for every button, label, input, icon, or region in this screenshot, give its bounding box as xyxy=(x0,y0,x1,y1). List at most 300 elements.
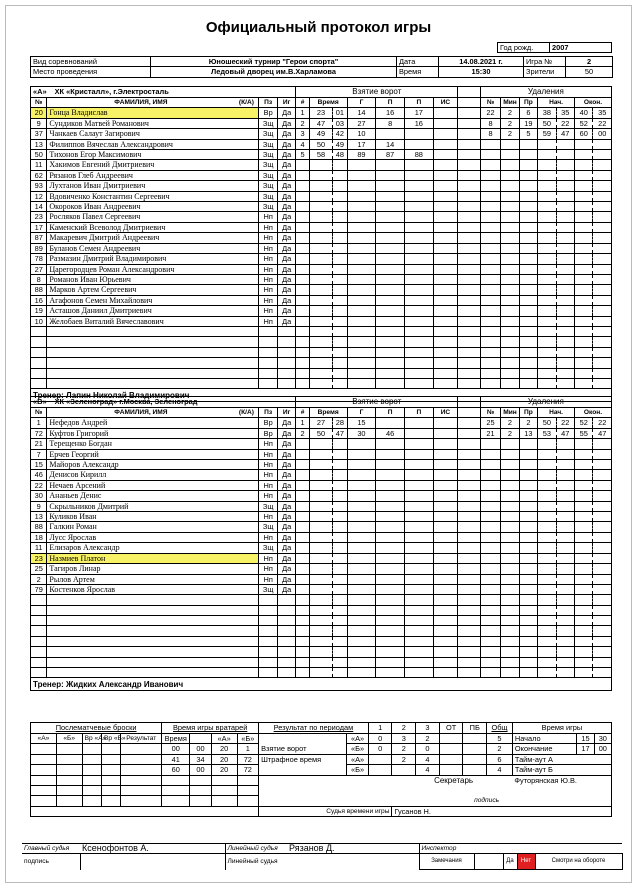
goal-cell xyxy=(347,501,376,511)
penalty-cell xyxy=(480,264,500,274)
date-label: Дата xyxy=(397,57,439,67)
goal-cell xyxy=(347,181,376,191)
goal-cell xyxy=(309,378,333,388)
goal-cell xyxy=(376,636,405,646)
gk-cell: 72 xyxy=(237,754,259,764)
player-number: 1 xyxy=(31,418,47,428)
player-played: Да xyxy=(277,418,295,428)
player-position: Зщ xyxy=(259,522,277,532)
penalty-cell: 47 xyxy=(556,428,574,438)
goal-cell xyxy=(376,553,405,563)
player-position: Нп xyxy=(259,274,277,284)
penalty-cell xyxy=(501,553,519,563)
player-played: Да xyxy=(277,460,295,470)
goal-cell xyxy=(333,543,347,553)
penalty-cell xyxy=(480,243,500,253)
goal-cell xyxy=(404,491,433,501)
pim-b-pb xyxy=(463,765,487,775)
player-number: 16 xyxy=(31,295,47,305)
so-cell xyxy=(101,765,120,775)
penalty-cell xyxy=(538,243,556,253)
spacer xyxy=(458,326,481,336)
goal-cell xyxy=(333,191,347,201)
player-name: Нефедов Андрей xyxy=(47,418,259,428)
penalty-cell: 13 xyxy=(519,428,537,438)
spacer xyxy=(458,337,481,347)
summary-table xyxy=(30,722,612,817)
goal-cell: 16 xyxy=(404,118,433,128)
player-played: Да xyxy=(277,306,295,316)
penalty-cell xyxy=(501,285,519,295)
penalty-cell xyxy=(501,543,519,553)
penalty-cell xyxy=(501,306,519,316)
goal-cell xyxy=(333,460,347,470)
penalty-cell xyxy=(575,337,593,347)
penalty-cell xyxy=(519,616,537,626)
goal-cell xyxy=(433,543,458,553)
player-row xyxy=(31,470,612,480)
penalty-cell: 2 xyxy=(501,418,519,428)
penalty-cell xyxy=(556,378,574,388)
goal-cell xyxy=(404,584,433,594)
player-name: Ананьев Денис xyxy=(47,491,259,501)
spacer xyxy=(458,170,481,180)
col-g: Г xyxy=(347,408,376,418)
goal-cell xyxy=(309,501,333,511)
spacer xyxy=(458,212,481,222)
goal-cell xyxy=(296,337,309,347)
penalty-cell xyxy=(480,233,500,243)
penalty-cell xyxy=(556,243,574,253)
goal-cell xyxy=(296,222,309,232)
goal-cell xyxy=(376,285,405,295)
goal-cell xyxy=(296,470,309,480)
goal-cell xyxy=(376,243,405,253)
penalty-cell: 59 xyxy=(538,129,556,139)
penalty-cell xyxy=(575,295,593,305)
spacer xyxy=(458,595,481,605)
goal-cell xyxy=(296,306,309,316)
main-ref-sign-label: подпись xyxy=(22,854,80,870)
player-played: Да xyxy=(277,522,295,532)
game-value: 2 xyxy=(566,57,613,67)
penalty-cell: 8 xyxy=(480,118,500,128)
empty-cell xyxy=(47,636,259,646)
penalty-cell xyxy=(538,647,556,657)
spacer xyxy=(458,470,481,480)
col-num: # xyxy=(296,408,309,418)
penalty-cell xyxy=(538,306,556,316)
goal-cell xyxy=(433,668,458,678)
goal-cell xyxy=(433,418,458,428)
penalty-cell xyxy=(501,222,519,232)
player-name: Асташов Даниил Дмитриевич xyxy=(47,306,259,316)
goal-cell xyxy=(376,616,405,626)
goal-cell xyxy=(376,532,405,542)
goal-cell xyxy=(296,368,309,378)
penalty-cell xyxy=(593,532,612,542)
goal-cell xyxy=(309,243,333,253)
penalty-cell: 40 xyxy=(575,108,593,118)
empty-cell xyxy=(47,368,259,378)
penalty-cell xyxy=(556,491,574,501)
goal-cell xyxy=(433,449,458,459)
secretary-sign-label: подпись xyxy=(474,796,500,804)
birth-year-table xyxy=(497,42,612,53)
gk-cell xyxy=(237,796,259,806)
penalty-cell xyxy=(480,337,500,347)
start-min: 30 xyxy=(594,734,611,744)
penalty-cell xyxy=(480,160,500,170)
col-pr: Пр xyxy=(519,98,537,108)
player-played: Да xyxy=(277,264,295,274)
penalty-cell xyxy=(538,470,556,480)
penalty-cell xyxy=(501,501,519,511)
goal-cell xyxy=(309,212,333,222)
pim-a-pb xyxy=(463,754,487,764)
player-row xyxy=(31,460,612,470)
goal-cell xyxy=(376,564,405,574)
blank-cell xyxy=(31,806,259,816)
date-value: 14.08.2021 г. xyxy=(439,57,524,67)
goal-cell xyxy=(309,191,333,201)
goal-cell xyxy=(309,480,333,490)
penalty-cell: 25 xyxy=(480,418,500,428)
goal-cell xyxy=(404,543,433,553)
goal-cell xyxy=(309,337,333,347)
player-played: Да xyxy=(277,139,295,149)
goal-cell xyxy=(309,564,333,574)
goals-a-p1: 0 xyxy=(368,734,392,744)
goal-cell xyxy=(309,605,333,615)
penalty-cell xyxy=(519,626,537,636)
goal-cell xyxy=(376,337,405,347)
player-position: Вр xyxy=(259,418,277,428)
col-ka: (К/А) xyxy=(234,408,259,418)
goal-cell: 8 xyxy=(376,118,405,128)
spacer xyxy=(458,397,481,408)
main-ref-name: Ксенофонтов А. xyxy=(80,844,225,854)
goal-cell xyxy=(347,543,376,553)
pim-a-p1 xyxy=(368,754,392,764)
goal-cell xyxy=(433,306,458,316)
blank-cell xyxy=(474,854,503,870)
penalty-cell xyxy=(538,574,556,584)
penalty-cell xyxy=(538,378,556,388)
penalty-cell xyxy=(480,460,500,470)
goal-cell: 4 xyxy=(296,139,309,149)
goals-label: Взятие ворот xyxy=(259,734,347,755)
penalty-cell xyxy=(501,295,519,305)
penalty-cell xyxy=(480,574,500,584)
goal-cell xyxy=(376,501,405,511)
penalty-cell xyxy=(538,522,556,532)
goal-cell xyxy=(404,337,433,347)
empty-cell xyxy=(259,636,277,646)
spacer xyxy=(458,647,481,657)
penalty-cell xyxy=(538,160,556,170)
penalty-cell: 2 xyxy=(501,129,519,139)
player-row xyxy=(31,181,612,191)
player-played: Да xyxy=(277,532,295,542)
team-label: «А» xyxy=(33,87,47,97)
penalty-cell: 2 xyxy=(519,418,537,428)
timeout-b: Тайм-аут Б xyxy=(512,765,611,775)
penalty-cell xyxy=(575,233,593,243)
player-row xyxy=(31,222,612,232)
penalty-cell xyxy=(501,605,519,615)
remarks-no[interactable]: Нет xyxy=(517,854,535,870)
goals-b-p2: 2 xyxy=(392,744,416,754)
blank-cell xyxy=(512,806,611,816)
goal-cell xyxy=(296,191,309,201)
penalty-cell xyxy=(480,522,500,532)
penalty-cell xyxy=(538,605,556,615)
empty-cell xyxy=(47,595,259,605)
penalty-cell xyxy=(538,512,556,522)
spacer xyxy=(458,87,481,98)
spacer xyxy=(458,543,481,553)
penalty-cell xyxy=(575,254,593,264)
spacer xyxy=(458,150,481,160)
goal-cell xyxy=(376,160,405,170)
player-position: Нп xyxy=(259,532,277,542)
so-cell xyxy=(121,765,162,775)
goal-cell xyxy=(433,378,458,388)
player-row xyxy=(31,647,612,657)
empty-cell xyxy=(259,358,277,368)
player-position: Зщ xyxy=(259,501,277,511)
player-position: Нп xyxy=(259,449,277,459)
goal-cell xyxy=(347,480,376,490)
player-played: Да xyxy=(277,564,295,574)
penalty-cell xyxy=(480,254,500,264)
goal-cell xyxy=(333,470,347,480)
player-row xyxy=(31,118,612,128)
empty-cell xyxy=(47,605,259,615)
goal-cell xyxy=(347,605,376,615)
penalty-cell xyxy=(575,181,593,191)
player-name: Галкин Роман xyxy=(47,522,259,532)
team-a-table xyxy=(30,86,612,402)
penalty-cell xyxy=(480,378,500,388)
spacer xyxy=(458,295,481,305)
penalty-cell xyxy=(593,160,612,170)
player-row xyxy=(31,316,612,326)
penalty-cell xyxy=(519,668,537,678)
player-row xyxy=(31,605,612,615)
penalty-cell xyxy=(593,636,612,646)
player-row xyxy=(31,306,612,316)
goal-cell xyxy=(433,233,458,243)
so-cell xyxy=(121,744,162,754)
penalty-cell xyxy=(519,316,537,326)
remarks-yes[interactable]: Да xyxy=(503,854,517,870)
penalty-cell xyxy=(575,139,593,149)
goal-cell xyxy=(333,491,347,501)
penalty-cell: 52 xyxy=(575,118,593,128)
goal-cell: 48 xyxy=(333,150,347,160)
penalty-cell xyxy=(519,181,537,191)
goal-cell xyxy=(347,636,376,646)
timekeeper-label: Судья времени игры xyxy=(259,806,392,816)
penalty-cell xyxy=(538,439,556,449)
goal-cell: 2 xyxy=(296,428,309,438)
empty-cell xyxy=(277,636,295,646)
penalty-cell xyxy=(538,191,556,201)
player-position: Зщ xyxy=(259,160,277,170)
empty-cell xyxy=(47,358,259,368)
penalty-cell: 55 xyxy=(575,428,593,438)
goal-cell xyxy=(347,470,376,480)
penalty-cell xyxy=(593,512,612,522)
spacer xyxy=(458,532,481,542)
goal-cell xyxy=(404,595,433,605)
so-col-gk-b: Вр «Б» xyxy=(101,734,120,744)
penalty-cell xyxy=(480,626,500,636)
penalty-cell xyxy=(556,191,574,201)
player-row xyxy=(31,368,612,378)
col-p: П xyxy=(376,98,405,108)
penalty-cell xyxy=(556,139,574,149)
team-b-table xyxy=(30,396,612,691)
goal-cell xyxy=(296,636,309,646)
penalty-cell xyxy=(519,274,537,284)
penalty-cell xyxy=(593,460,612,470)
penalty-cell xyxy=(538,337,556,347)
penalty-cell xyxy=(556,306,574,316)
col-end: Окон. xyxy=(575,98,612,108)
goal-cell xyxy=(333,595,347,605)
goal-cell xyxy=(309,368,333,378)
player-row xyxy=(31,543,612,553)
goal-cell xyxy=(433,616,458,626)
goal-cell xyxy=(347,274,376,284)
goal-cell xyxy=(404,532,433,542)
col-no: № xyxy=(480,408,500,418)
penalty-cell xyxy=(538,595,556,605)
goal-cell xyxy=(333,222,347,232)
penalty-cell: 19 xyxy=(519,118,537,128)
spacer xyxy=(458,428,481,438)
goal-cell xyxy=(376,418,405,428)
penalty-cell xyxy=(556,358,574,368)
player-position: Зщ xyxy=(259,129,277,139)
goals-a-p2: 3 xyxy=(392,734,416,744)
player-number: 9 xyxy=(31,501,47,511)
player-number: 13 xyxy=(31,512,47,522)
empty-cell xyxy=(31,326,47,336)
penalty-cell xyxy=(575,574,593,584)
end-hour: 17 xyxy=(577,744,594,754)
goal-cell: 49 xyxy=(309,129,333,139)
penalty-cell xyxy=(556,584,574,594)
period-3-header: 3 xyxy=(416,723,440,734)
penalty-cell xyxy=(519,574,537,584)
spacer xyxy=(458,108,481,118)
goal-cell xyxy=(347,202,376,212)
timekeeper-name: Гусанов Н. xyxy=(392,806,512,816)
player-position: Нп xyxy=(259,470,277,480)
penalty-cell xyxy=(593,181,612,191)
goal-cell xyxy=(376,657,405,667)
goal-cell xyxy=(404,212,433,222)
penalty-cell xyxy=(593,543,612,553)
goal-cell xyxy=(376,595,405,605)
so-cell xyxy=(31,775,57,785)
goal-cell xyxy=(376,668,405,678)
spacer xyxy=(458,202,481,212)
goal-cell xyxy=(433,574,458,584)
goal-cell xyxy=(333,657,347,667)
player-number: 25 xyxy=(31,564,47,574)
goal-cell xyxy=(333,512,347,522)
goal-cell xyxy=(376,470,405,480)
goal-cell xyxy=(309,626,333,636)
player-played: Да xyxy=(277,191,295,201)
goal-cell xyxy=(347,347,376,357)
goals-b-ot xyxy=(439,744,463,754)
goal-cell xyxy=(433,274,458,284)
goal-cell xyxy=(376,480,405,490)
goal-cell xyxy=(376,358,405,368)
penalty-cell xyxy=(593,191,612,201)
pim-a-p2: 2 xyxy=(392,754,416,764)
goal-cell xyxy=(333,285,347,295)
goal-cell xyxy=(433,368,458,378)
player-row xyxy=(31,139,612,149)
empty-cell xyxy=(277,626,295,636)
gk-cell: 00 xyxy=(190,744,212,754)
goal-cell xyxy=(296,480,309,490)
player-name: Сундиков Матвей Романович xyxy=(47,118,259,128)
goal-cell xyxy=(333,212,347,222)
goal-cell xyxy=(376,522,405,532)
gk-cell: 00 xyxy=(162,744,190,754)
empty-cell xyxy=(31,337,47,347)
goal-cell xyxy=(376,326,405,336)
gk-cell xyxy=(190,775,212,785)
penalty-cell xyxy=(556,626,574,636)
spacer xyxy=(458,368,481,378)
goal-cell xyxy=(433,243,458,253)
penalty-cell xyxy=(501,191,519,201)
penalty-cell xyxy=(575,647,593,657)
goal-cell xyxy=(296,202,309,212)
comp-label: Вид соревнований xyxy=(31,57,151,67)
penalty-cell xyxy=(480,222,500,232)
goal-cell xyxy=(309,647,333,657)
penalty-cell: 22 xyxy=(593,418,612,428)
penalty-cell: 22 xyxy=(480,108,500,118)
penalty-cell xyxy=(538,150,556,160)
player-row xyxy=(31,264,612,274)
spacer xyxy=(458,449,481,459)
player-number: 2 xyxy=(31,574,47,584)
goal-cell: 01 xyxy=(333,108,347,118)
penalty-cell xyxy=(538,295,556,305)
player-position: Нп xyxy=(259,480,277,490)
player-name: Тагиров Линар xyxy=(47,564,259,574)
goal-cell xyxy=(376,316,405,326)
player-name: Агафонов Семен Михайлович xyxy=(47,295,259,305)
spacer xyxy=(458,243,481,253)
penalty-cell xyxy=(575,316,593,326)
goal-cell xyxy=(296,657,309,667)
player-played: Да xyxy=(277,470,295,480)
player-position: Нп xyxy=(259,222,277,232)
goal-cell xyxy=(404,295,433,305)
